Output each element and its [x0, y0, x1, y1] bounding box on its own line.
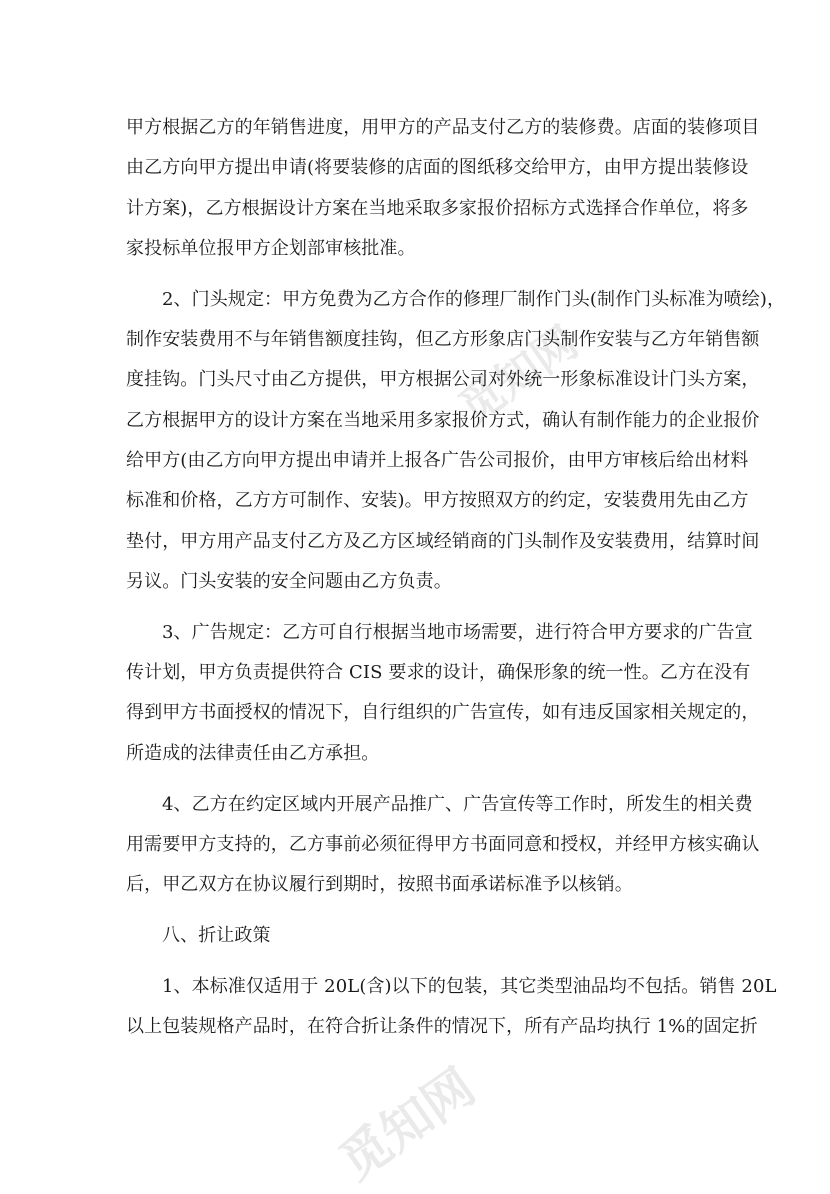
paragraph-2-line-7: 垫付，甲方用产品支付乙方及乙方区域经销商的门头制作及安装费用，结算时间 [126, 531, 760, 552]
paragraph-3-line-1: 3、广告规定：乙方可自行根据当地市场需要，进行符合甲方要求的广告宣 [162, 622, 753, 643]
paragraph-2-line-1: 2、门头规定：甲方免费为乙方合作的修理厂制作门头(制作门头标准为喷绘)， [162, 289, 786, 310]
paragraph-2-line-2: 制作安装费用不与年销售额度挂钩，但乙方形象店门头制作安装与乙方年销售额 [126, 329, 760, 350]
paragraph-4-line-1: 4、乙方在约定区域内开展产品推广、广告宣传等工作时，所发生的相关费 [162, 794, 753, 815]
paragraph-2-line-6: 标准和价格，乙方方可制作、安装)。甲方按照双方的约定，安装费用先由乙方 [126, 490, 749, 511]
paragraph-1-line-1: 甲方根据乙方的年销售进度，用甲方的产品支付乙方的装修费。店面的装修项目 [126, 117, 760, 138]
paragraph-5-line-2: 以上包装规格产品时，在符合折让条件的情况下，所有产品均执行 1%的固定折 [126, 1016, 758, 1037]
paragraph-3-line-3: 得到甲方书面授权的情况下，自行组织的广告宣传，如有违反国家相关规定的， [126, 702, 760, 723]
paragraph-5-line-1: 1、本标准仅适用于 20L(含)以下的包装，其它类型油品均不包括。销售 20L [162, 976, 777, 997]
paragraph-2-line-5: 给甲方(由乙方向甲方提出申请并上报各广告公司报价，由甲方审核后给出材料 [126, 450, 749, 471]
watermark-top: 觅知网 [449, 316, 588, 435]
paragraph-2-line-4: 乙方根据甲方的设计方案在当地采用多家报价方式，确认有制作能力的企业报价 [126, 410, 760, 431]
paragraph-3-line-2: 传计划，甲方负责提供符合 CIS 要求的设计，确保形象的统一性。乙方在没有 [126, 662, 751, 683]
watermark-bottom: 觅知网 [329, 1057, 486, 1192]
paragraph-1-line-4: 家投标单位报甲方企划部审核批准。 [126, 238, 416, 259]
section-heading-discount-policy: 八、折让政策 [162, 925, 271, 946]
paragraph-1-line-2: 由乙方向甲方提出申请(将要装修的店面的图纸移交给甲方，由甲方提出装修设 [126, 157, 749, 178]
paragraph-2-line-3: 度挂钩。门头尺寸由乙方提供，甲方根据公司对外统一形象标准设计门头方案， [126, 369, 760, 390]
paragraph-4-line-3: 后，甲乙双方在协议履行到期时，按照书面承诺标准予以核销。 [126, 874, 633, 895]
paragraph-1-line-3: 计方案)，乙方根据设计方案在当地采取多家报价招标方式选择合作单位，将多 [126, 198, 749, 219]
paragraph-3-line-4: 所造成的法律责任由乙方承担。 [126, 743, 380, 764]
paragraph-4-line-2: 用需要甲方支持的，乙方事前必须征得甲方书面同意和授权，并经甲方核实确认 [126, 834, 760, 855]
paragraph-2-line-8: 另议。门头安装的安全问题由乙方负责。 [126, 571, 452, 592]
